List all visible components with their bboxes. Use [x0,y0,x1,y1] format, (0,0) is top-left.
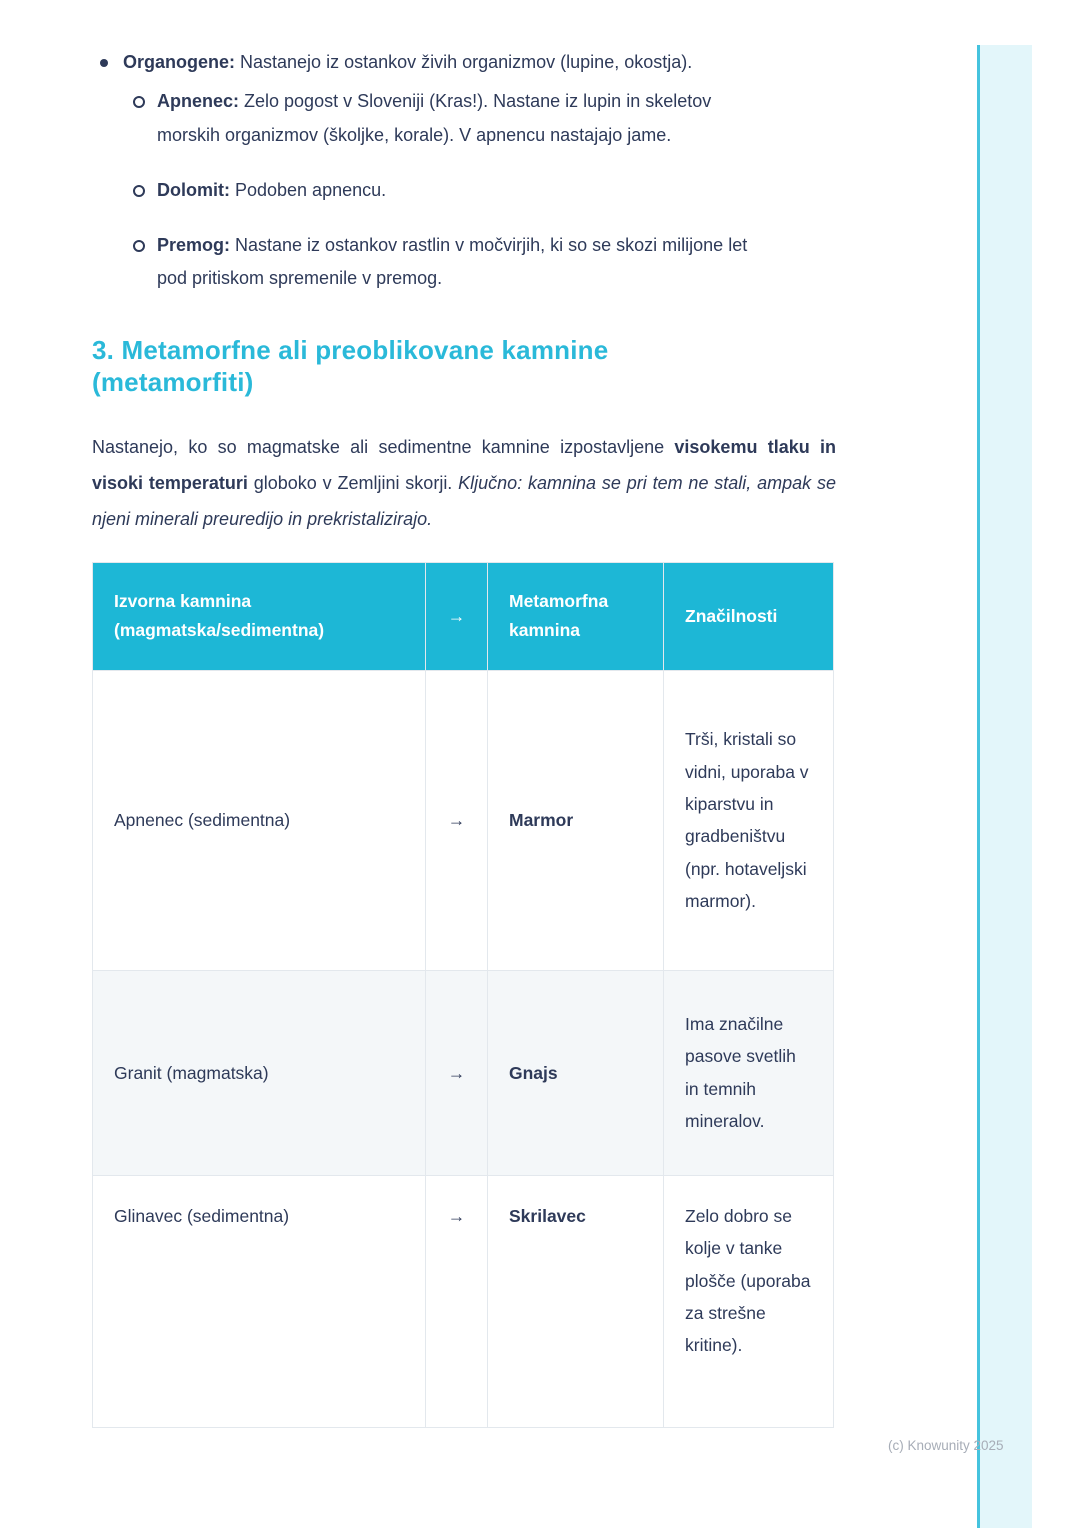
bullet-text [123,46,763,79]
paragraph-bold-text: visokemu tlaku in visoki temperaturi [92,436,836,493]
bullet-desc: Nastanejo iz ostankov živih organizmov (lupine, okostja). [235,52,693,72]
cell-source: Granit (magmatska) [93,970,426,1175]
intro-paragraph [92,429,836,537]
bullet-icon [100,59,108,67]
footer-credit: (c) Knowunity 2025 [888,1438,1004,1453]
circle-bullet-icon [133,96,145,108]
cell-result: Skrilavec [488,1175,664,1427]
bullet-desc: Zelo pogost v Sloveniji (Kras!). Nastane iz lupin in skeletov morskih organizmov (školjke, korale). V apnencu nastajajo jame. [157,91,712,145]
bullet-desc: Nastane iz ostankov rastlin v močvirjih, ki so se skozi milijone let pod pritiskom spremenile v premog. [157,235,748,289]
table-header-source: Izvorna kamnina (magmatska/sedimentna) [93,562,426,670]
bullet-desc: Podoben apnencu. [229,179,387,200]
cell-traits: Ima značilne pasove svetlih in temnih mineralov. [664,970,834,1175]
cell-traits: Trši, kristali so vidni, uporaba v kiparstvu in gradbeništvu (npr. hotaveljski marmor). [664,670,834,970]
bullet-item-premog [133,229,836,296]
circle-bullet-icon [133,240,145,252]
bullet-text [157,229,759,296]
section-heading: 3. Metamorfne ali preoblikovane kamnine (metamorfiti) [92,334,609,398]
cell-traits: Zelo dobro se kolje v tanke plošče (uporaba za strešne kritine). [664,1175,834,1427]
bullet-item-dolomit [133,174,836,207]
bullet-text [157,174,759,207]
accent-strip [977,45,1032,1528]
table-row [93,970,834,1175]
cell-source: Glinavec (sedimentna) [93,1175,426,1427]
paragraph-text: Nastanejo, ko so magmatske ali sedimentne kamnine izpostavljene [92,436,675,457]
bullet-term: Organogene: [123,52,236,72]
cell-source: Apnenec (sedimentna) [93,670,426,970]
metamorphic-rocks-table [92,562,834,1428]
bullet-item-apnenec [133,85,836,152]
table-header-traits: Značilnosti [664,562,834,670]
bullet-item-organogene [92,46,836,79]
bullet-term: Apnenec: [157,91,240,112]
cell-result: Gnajs [488,970,664,1175]
cell-result: Marmor [488,670,664,970]
arrow-icon: → [426,670,488,970]
table-header-row [93,562,834,670]
table-header-result: Metamorfna kamnina [488,562,664,670]
table-row [93,1175,834,1427]
table-row [93,670,834,970]
arrow-icon: → [426,970,488,1175]
content-area [92,46,836,1428]
paragraph-text: globoko v Zemljini skorji. [247,472,459,493]
bullet-term: Premog: [157,235,231,256]
bullet-term: Dolomit: [157,179,230,200]
table-header-arrow-icon: → [426,562,488,670]
bullet-text [157,85,759,152]
arrow-icon: → [426,1175,488,1427]
circle-bullet-icon [133,185,145,197]
paragraph-italic-text: Ključno: kamnina se pri tem ne stali, ampak se njeni minerali preuredijo in prekristalizirajo. [92,472,837,529]
